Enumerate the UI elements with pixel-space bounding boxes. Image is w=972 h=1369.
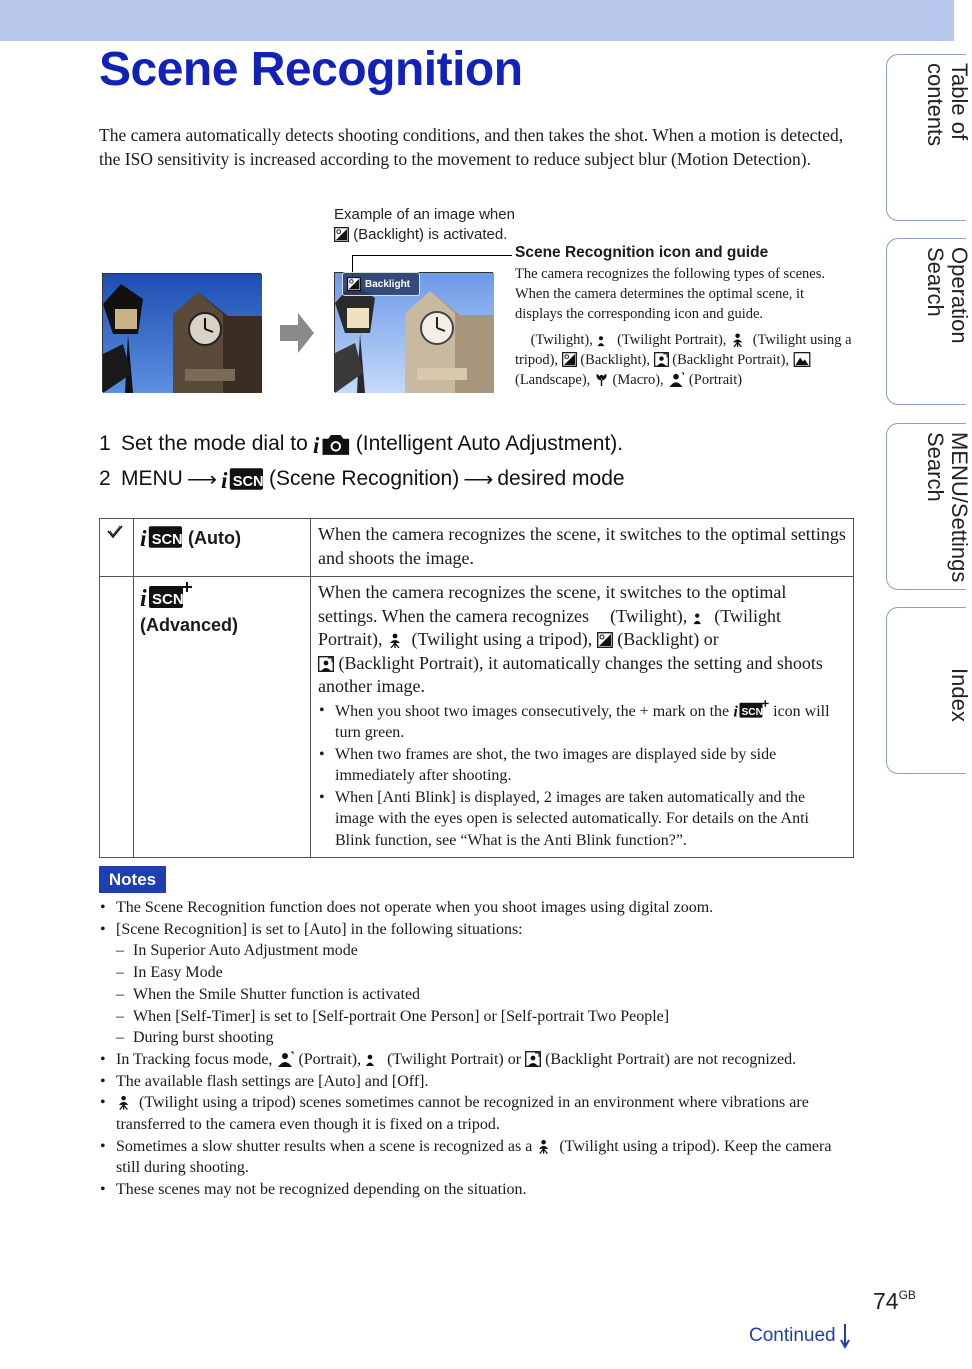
twilight-portrait-icon bbox=[365, 1051, 383, 1067]
intelligent-auto-icon bbox=[313, 430, 351, 457]
step-2-end: desired mode bbox=[497, 467, 625, 490]
example-caption bbox=[334, 205, 515, 245]
list-item: • [Scene Recognition] is set to [Auto] in the following situations: – In Superior Auto Adjustment mode – In Easy Mode – When the Smile Shutter function is activated – When [Self-Timer] is set to [Self-portrait One Person] or [Self-portrait Two People] – During burst shooting bbox=[99, 919, 859, 1049]
portrait-icon bbox=[276, 1051, 294, 1067]
page-number: $74^{GB}$ bbox=[873, 1288, 916, 1314]
table-row bbox=[100, 519, 854, 577]
scene-backlight: (Backlight), bbox=[580, 352, 651, 368]
scene-backlight-portrait: (Backlight Portrait), bbox=[672, 352, 790, 368]
mode-name-cell bbox=[134, 577, 311, 858]
tab-label: Index bbox=[947, 667, 972, 722]
portrait-icon bbox=[667, 372, 685, 387]
scene-recognition-advanced-icon bbox=[733, 700, 769, 719]
scene-recognition-icon bbox=[221, 466, 264, 492]
macro-icon bbox=[594, 372, 609, 387]
twilight-portrait-icon bbox=[692, 610, 710, 625]
tab-table-of-contents[interactable] bbox=[886, 54, 972, 221]
caption-line-2-text: (Backlight) is activated. bbox=[353, 226, 508, 243]
list-item: • In Tracking focus mode, (Portrait), (Twilight Portrait) or (Backlight Portrait) are not recognized. bbox=[99, 1049, 859, 1071]
backlight-icon bbox=[597, 632, 613, 648]
step-number: 1 bbox=[99, 431, 111, 455]
step-1 bbox=[99, 430, 623, 457]
continued-link[interactable] bbox=[749, 1324, 850, 1348]
scene-twilight-tripod: (Twilight using a tripod), bbox=[515, 332, 852, 368]
tab-index[interactable] bbox=[886, 607, 972, 774]
desc-part: (Backlight) or bbox=[617, 629, 719, 649]
scene-portrait: (Portrait) bbox=[688, 372, 743, 388]
sub-list-item: – In Superior Auto Adjustment mode bbox=[116, 940, 859, 962]
empty-cell bbox=[100, 577, 134, 858]
tab-label: Table of contents bbox=[923, 63, 972, 147]
list-item: • When you shoot two images consecutively, the + mark on the icon will turn green. bbox=[318, 700, 846, 744]
tab-label: MENU/Settings Search bbox=[923, 432, 972, 583]
sub-list-item: – During burst shooting bbox=[116, 1027, 859, 1049]
intro-paragraph: The camera automatically detects shooting conditions, and then takes the shot. When a motion is detected, the ISO sensitivity is increased according to the movement to reduce subject blur (Motion Detection). bbox=[99, 125, 844, 169]
continued-label: Continued bbox=[749, 1325, 836, 1346]
list-item: • The available flash settings are [Auto] and [Off]. bbox=[99, 1071, 859, 1093]
scene-landscape: (Landscape), bbox=[515, 372, 591, 388]
scene-macro: (Macro), bbox=[612, 372, 664, 388]
page-title: Scene Recognition bbox=[99, 43, 523, 96]
guide-text: The camera recognizes the following types of scenes. When the camera determines the optimal scene, it displays the corresponding icon and guide. bbox=[515, 266, 826, 322]
header-band bbox=[0, 0, 954, 41]
table-row bbox=[100, 577, 854, 858]
tab-operation-search[interactable] bbox=[886, 238, 972, 405]
backlight-portrait-icon bbox=[654, 352, 669, 367]
twilight-tripod-icon bbox=[116, 1094, 135, 1110]
advanced-bullets bbox=[318, 700, 846, 852]
twilight-icon bbox=[594, 610, 606, 625]
notes-list bbox=[99, 897, 859, 1201]
backlight-portrait-icon bbox=[525, 1051, 541, 1067]
menu-label: MENU bbox=[121, 467, 183, 490]
list-item: • (Twilight using a tripod) scenes sometimes cannot be recognized in an environment where vibrations are transferred to the camera even though it is fixed on a tripod. bbox=[99, 1092, 859, 1135]
tab-menu-settings-search[interactable] bbox=[886, 423, 972, 590]
default-check-cell bbox=[100, 519, 134, 577]
arrow-icon: ⟶ bbox=[186, 467, 217, 491]
step-number: 2 bbox=[99, 467, 111, 490]
landscape-icon bbox=[793, 352, 811, 367]
desc-part: When the camera recognizes the scene, it switches to the optimal settings. When the camera recognizes bbox=[318, 582, 787, 626]
backlight-icon bbox=[334, 227, 349, 242]
caption-line-2 bbox=[334, 225, 515, 245]
arrow-right-icon bbox=[280, 313, 314, 353]
backlight-icon bbox=[562, 352, 577, 367]
desc-part: (Twilight), bbox=[610, 605, 688, 626]
caption-line-1: Example of an image when bbox=[334, 206, 515, 223]
mode-name: (Advanced) bbox=[140, 615, 239, 635]
tab-label: Operation Search bbox=[923, 247, 972, 344]
mode-description bbox=[311, 577, 854, 858]
page-suffix: GB bbox=[898, 1288, 916, 1302]
step-1-text: Set the mode dial to bbox=[121, 431, 308, 455]
scene-recognition-auto-icon bbox=[140, 524, 183, 550]
scene-twilight: (Twilight), bbox=[530, 332, 593, 348]
twilight-tripod-icon bbox=[536, 1138, 555, 1154]
list-item: • Sometimes a slow shutter results when a scene is recognized as a (Twilight using a tripod). Keep the camera still during shooting. bbox=[99, 1136, 859, 1179]
desc-part: (Twilight Portrait), bbox=[318, 605, 782, 649]
list-item: • When [Anti Blink] is displayed, 2 images are taken automatically and the image with the eyes open is selected automatically. For details on the Anti Blink function, see “What is the Anti Blink function?”. bbox=[318, 787, 846, 852]
scene-icon-list bbox=[515, 330, 855, 390]
step-1-mode: (Intelligent Auto Adjustment). bbox=[355, 431, 624, 455]
list-item: • The Scene Recognition function does not operate when you shoot images using digital zoom. bbox=[99, 897, 859, 919]
badge-label: Backlight bbox=[365, 278, 411, 290]
mode-name-cell bbox=[134, 519, 311, 577]
desc-part: (Backlight Portrait), it automatically changes the setting and shoots another image. bbox=[318, 652, 823, 696]
mode-table bbox=[99, 518, 854, 858]
sub-list-item: – In Easy Mode bbox=[116, 962, 859, 984]
backlight-badge bbox=[342, 272, 420, 296]
list-item: • These scenes may not be recognized depending on the situation. bbox=[99, 1179, 859, 1201]
backlight-icon bbox=[347, 277, 361, 291]
twilight-tripod-icon bbox=[730, 332, 749, 347]
desc-part: (Twilight using a tripod), bbox=[411, 629, 593, 649]
twilight-icon bbox=[515, 333, 527, 347]
list-item: • When two frames are shot, the two images are displayed side by side immediately after shooting. bbox=[318, 744, 846, 787]
sub-list-item: – When the Smile Shutter function is activated bbox=[116, 984, 859, 1006]
step-2-mode: (Scene Recognition) bbox=[268, 467, 460, 490]
mode-name: (Auto) bbox=[188, 528, 241, 548]
twilight-tripod-icon bbox=[387, 632, 407, 648]
arrow-icon: ⟶ bbox=[463, 467, 494, 491]
sub-list bbox=[116, 940, 859, 1049]
backlight-portrait-icon bbox=[318, 656, 334, 672]
sub-list-item: – When [Self-Timer] is set to [Self-portrait One Person] or [Self-portrait Two People] bbox=[116, 1006, 859, 1028]
mode-description: When the camera recognizes the scene, it switches to the optimal settings and shoots the image. bbox=[311, 519, 854, 577]
twilight-portrait-icon bbox=[596, 333, 613, 347]
guide-heading: Scene Recognition icon and guide bbox=[515, 244, 769, 261]
default-check-icon bbox=[107, 525, 123, 539]
step-2 bbox=[99, 466, 625, 492]
scene-twilight-portrait: (Twilight Portrait), bbox=[617, 332, 727, 348]
notes-badge: Notes bbox=[99, 866, 166, 893]
arrow-down-icon bbox=[840, 1324, 850, 1348]
example-photo-before bbox=[102, 273, 261, 392]
scene-recognition-advanced-icon bbox=[140, 582, 192, 610]
